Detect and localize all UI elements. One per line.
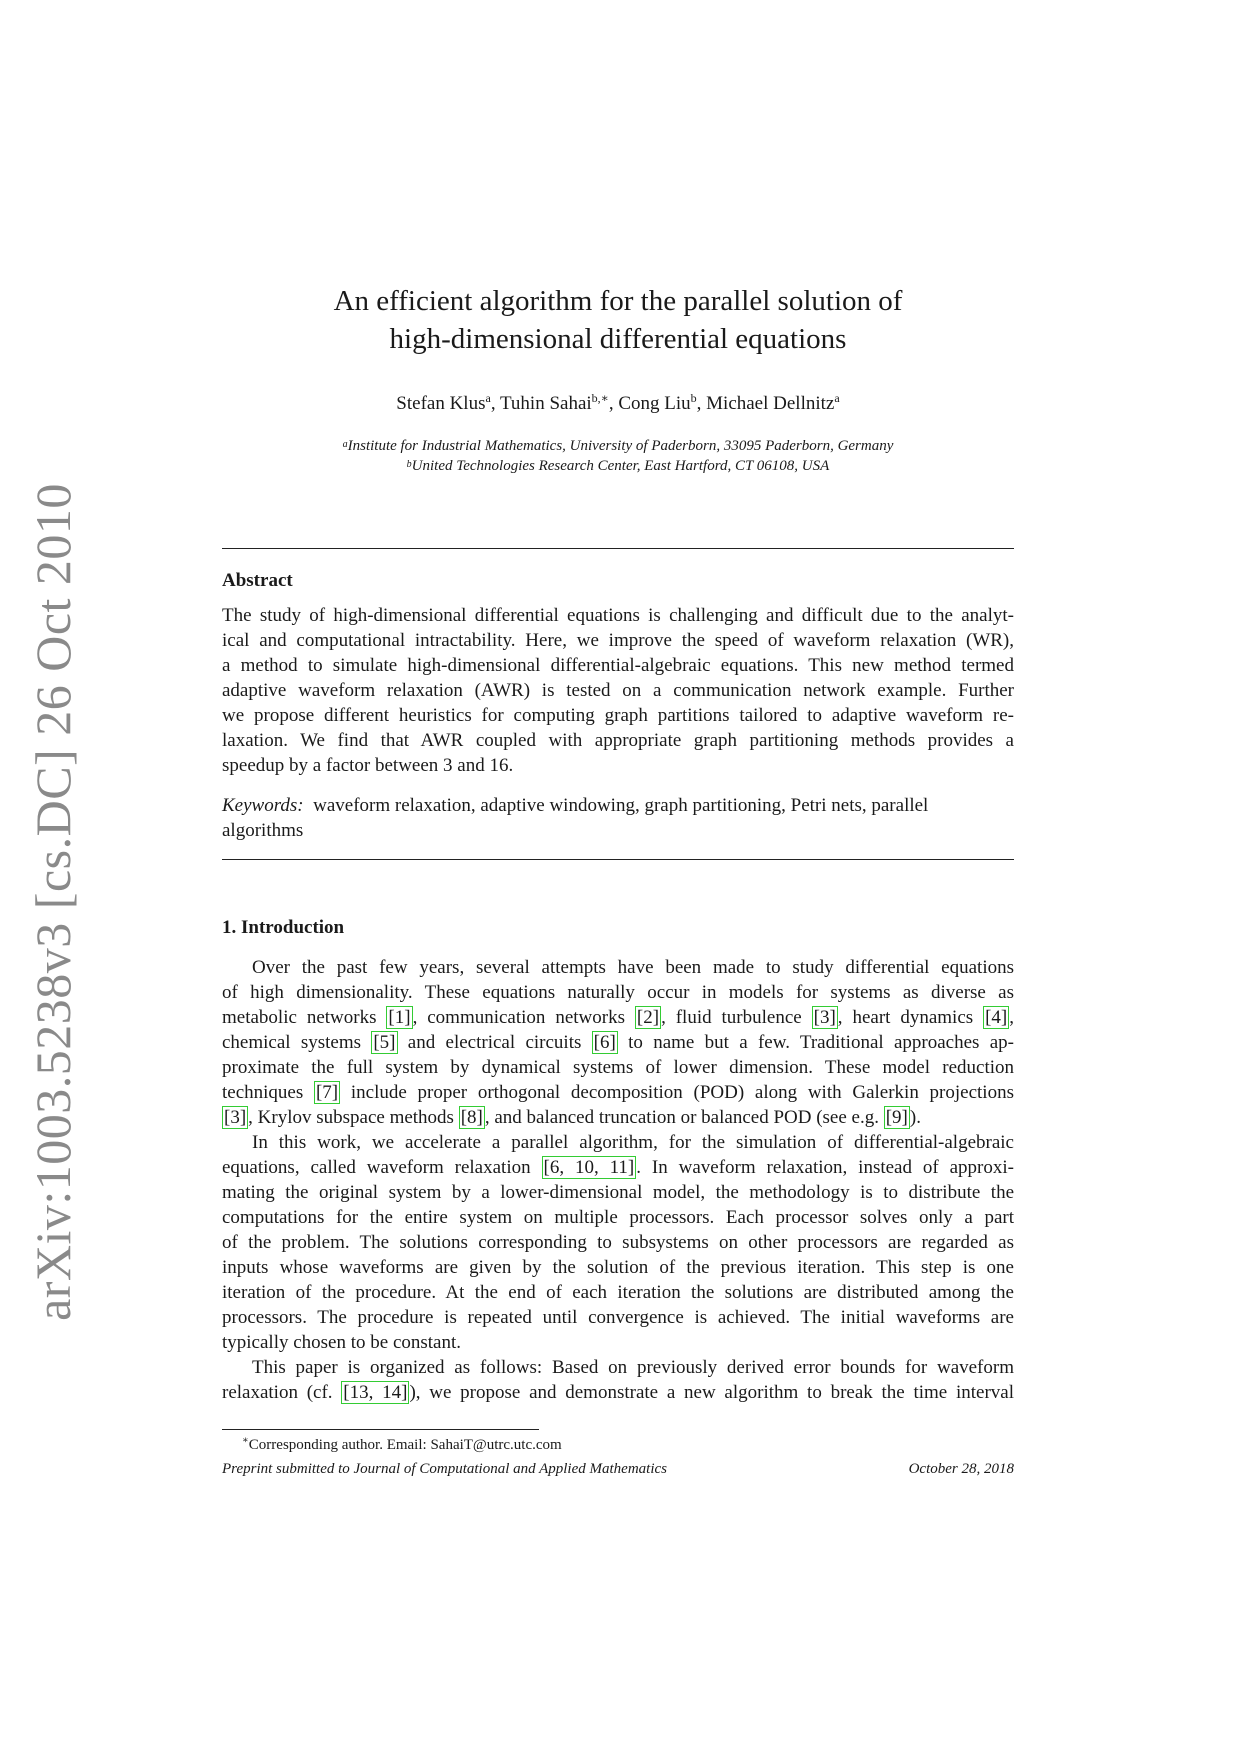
text-run: include proper orthogonal decomposition (POD) along with Galerkin projections <box>340 1082 1014 1103</box>
keywords-text: waveform relaxation, adaptive windowing, graph partitioning, Petri nets, parallel <box>313 795 929 816</box>
introduction-body <box>222 955 1014 1405</box>
citation-link[interactable]: [7] <box>315 1082 339 1103</box>
citation-link[interactable]: [3] <box>813 1007 836 1028</box>
text-run: , fluid turbulence <box>661 1007 812 1028</box>
paragraph-line <box>222 1080 1014 1105</box>
author-name: Stefan Klus <box>396 393 486 414</box>
paragraph-line: This paper is organized as follows: Based on previously derived error bounds for waveform <box>252 1357 1014 1378</box>
keywords <box>222 793 1014 843</box>
abstract-bottom-rule <box>222 859 1014 860</box>
text-run: techniques <box>222 1082 314 1103</box>
abstract-heading: Abstract <box>222 570 293 591</box>
keywords-line: algorithms <box>222 820 304 841</box>
citation-link[interactable]: [5] <box>373 1032 396 1053</box>
text-run: and electrical circuits <box>397 1032 592 1053</box>
paragraph-line: inputs whose waveforms are given by the solution of the previous iteration. This step is one <box>222 1257 1014 1278</box>
paragraph-line: typically chosen to be constant. <box>222 1332 462 1353</box>
keywords-label: Keywords: <box>222 795 304 816</box>
title-line: high-dimensional differential equations <box>389 323 847 355</box>
paragraph-line: of high dimensionality. These equations naturally occur in models for systems as diverse as <box>222 982 1014 1003</box>
citation-link[interactable]: [6, 10, 11] <box>543 1157 635 1178</box>
affiliation-text: Institute for Industrial Mathematics, University of Paderborn, 33095 Paderborn, Germany <box>347 438 894 454</box>
citation-link[interactable]: [1] <box>388 1007 411 1028</box>
paragraph-line: iteration of the procedure. At the end of each iteration the solutions are distributed among the <box>222 1282 1014 1303</box>
abstract-line: adaptive waveform relaxation (AWR) is tested on a communication network example. Further <box>222 680 1014 701</box>
citation-link[interactable]: [4] <box>985 1007 1008 1028</box>
title-line: An efficient algorithm for the parallel solution of <box>333 285 903 317</box>
text-run: , and balanced truncation or balanced POD (see e.g. <box>484 1107 884 1128</box>
paragraph-line <box>222 1380 1014 1405</box>
paragraph-line: proximate the full system by dynamical systems of lower dimension. These model reduction <box>222 1057 1014 1078</box>
abstract-line: ical and computational intractability. Here, we improve the speed of waveform relaxation (WR), <box>222 630 1014 651</box>
text-run: to name but a few. Traditional approaches ap- <box>617 1032 1014 1053</box>
author-name: Cong Liu <box>618 393 691 414</box>
text-run: relaxation (cf. <box>222 1382 342 1403</box>
author-affil-mark: b,∗ <box>591 391 609 405</box>
abstract-line: speedup by a factor between 3 and 16. <box>222 755 514 776</box>
paragraph-line <box>222 1030 1014 1055</box>
paragraph-line <box>222 1005 1014 1030</box>
footnote <box>242 1437 562 1454</box>
abstract-line: The study of high-dimensional differential equations is challenging and difficult due to the analyt- <box>222 605 1014 626</box>
arxiv-identifier: arXiv:1003.5238v3 [cs.DC] 26 Oct 2010 <box>25 483 81 1321</box>
paragraph-line: of the problem. The solutions corresponding to subsystems on other processors are regarded as <box>222 1232 1014 1253</box>
text-run: , communication networks <box>412 1007 635 1028</box>
text-run: metabolic networks <box>222 1007 387 1028</box>
paragraph-line <box>222 1155 1014 1180</box>
keywords-line <box>222 793 1014 818</box>
footnote-mark: ∗ <box>242 1435 249 1446</box>
arxiv-side-stamp <box>25 483 81 1321</box>
paragraph-line: processors. The procedure is repeated until convergence is achieved. The initial waveforms are <box>222 1307 1014 1328</box>
paragraph-line: In this work, we accelerate a parallel algorithm, for the simulation of differential-algebraic <box>252 1132 1014 1153</box>
abstract-line: a method to simulate high-dimensional differential-algebraic equations. This new method termed <box>222 655 1014 676</box>
affiliation-text: United Technologies Research Center, East Hartford, CT 06108, USA <box>411 458 830 474</box>
affiliation-line <box>222 456 1014 476</box>
author-affil-mark: a <box>485 391 491 405</box>
author-name: Michael Dellnitz <box>706 393 835 414</box>
text-run: , <box>1009 1007 1014 1028</box>
affiliations <box>222 436 1014 476</box>
footnote-rule <box>222 1429 539 1430</box>
text-run: . In waveform relaxation, instead of approxi- <box>636 1157 1014 1178</box>
affiliation-line <box>222 436 1014 456</box>
author-affil-mark: b <box>690 391 697 405</box>
citation-link[interactable]: [13, 14] <box>343 1382 408 1403</box>
section-heading-introduction: 1. Introduction <box>222 917 345 938</box>
author-list <box>222 393 1014 415</box>
citation-link[interactable]: [3] <box>224 1107 247 1128</box>
text-run: chemical systems <box>222 1032 372 1053</box>
paper-title <box>222 282 1014 358</box>
citation-link[interactable]: [8] <box>460 1107 483 1128</box>
text-run: equations, called waveform relaxation <box>222 1157 542 1178</box>
paragraph-line: computations for the entire system on multiple processors. Each processor solves only a part <box>222 1207 1014 1228</box>
abstract-line: we propose different heuristics for computing graph partitions tailored to adaptive waveform re- <box>222 705 1014 726</box>
author-name: Tuhin Sahai <box>499 393 592 414</box>
page-footer <box>222 1461 1014 1478</box>
paragraph-line: Over the past few years, several attempts have been made to study differential equations <box>252 957 1014 978</box>
text-run: ). <box>909 1107 921 1128</box>
footnote-text: Corresponding author. Email: SahaiT@utrc.utc.com <box>248 1437 562 1453</box>
journal-note: Preprint submitted to Journal of Computational and Applied Mathematics <box>222 1461 667 1477</box>
paragraph-line: mating the original system by a lower-dimensional model, the methodology is to distribute the <box>222 1182 1014 1203</box>
abstract-body <box>222 603 1014 778</box>
citation-link[interactable]: [9] <box>885 1107 908 1128</box>
author-separator: , <box>490 393 500 414</box>
paragraph-line <box>222 1105 1014 1130</box>
abstract-line: laxation. We find that AWR coupled with appropriate graph partitioning methods provides a <box>222 730 1014 751</box>
citation-link[interactable]: [6] <box>593 1032 616 1053</box>
text-run: , heart dynamics <box>837 1007 984 1028</box>
text-run: , Krylov subspace methods <box>248 1107 459 1128</box>
affiliation-mark: b <box>406 459 412 470</box>
author-affil-mark: a <box>834 391 840 405</box>
affiliation-mark: a <box>342 439 348 450</box>
author-separator: , <box>696 393 707 414</box>
citation-link[interactable]: [2] <box>636 1007 660 1028</box>
footer-date: October 28, 2018 <box>908 1461 1014 1477</box>
abstract-top-rule <box>222 548 1014 549</box>
author-separator: , <box>608 393 619 414</box>
text-run: ), we propose and demonstrate a new algorithm to break the time interval <box>409 1382 1015 1403</box>
